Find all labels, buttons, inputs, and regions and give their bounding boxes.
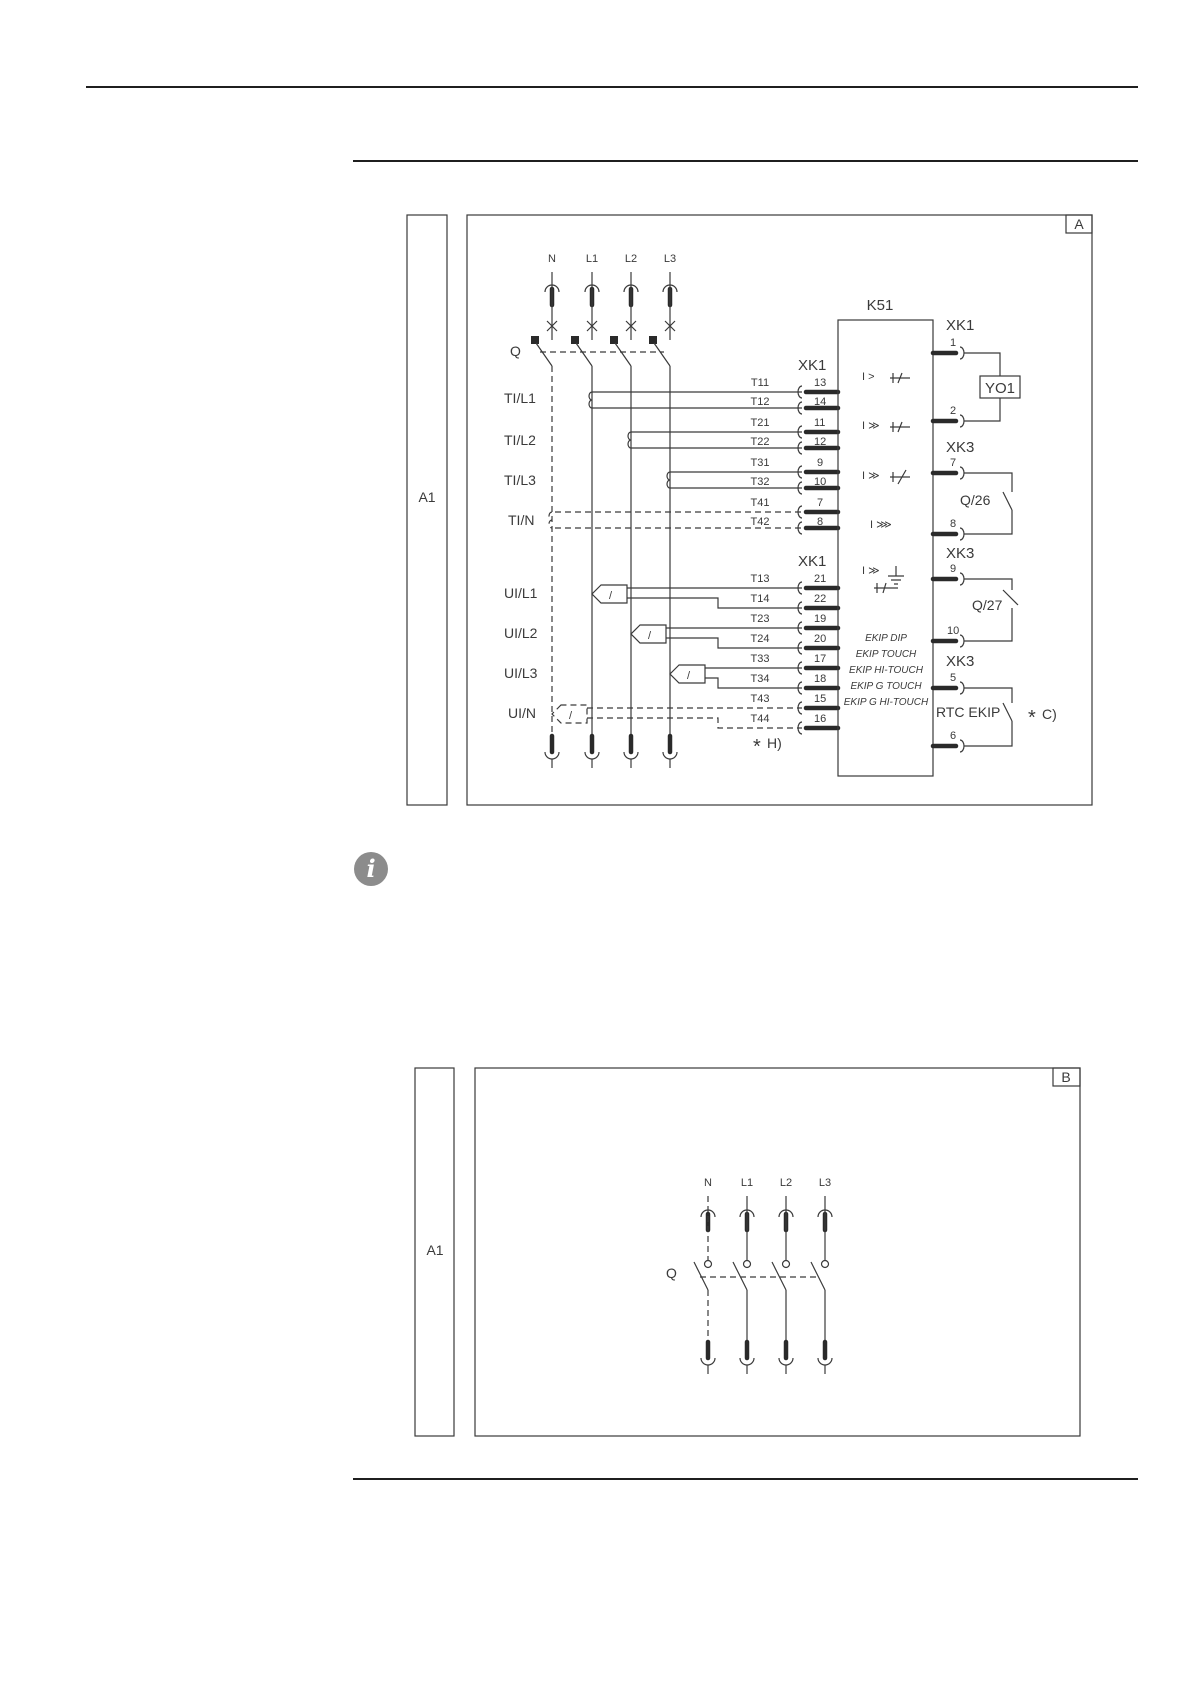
release-variant: EKIP HI-TOUCH [849,665,923,676]
wire-label: T41 [750,497,770,509]
pin-number: 11 [814,417,826,429]
xk1-label-right: XK1 [946,317,975,334]
ti-label: TI/L1 [504,390,536,406]
wire-label: T14 [750,593,770,605]
phase-bottom-terminals-b [701,1342,832,1374]
wire-label: T12 [750,396,770,408]
tag-b: B [1061,1069,1071,1085]
side-label-b: A1 [426,1242,444,1258]
info-icon: i [354,852,388,886]
ui-label: UI/N [508,705,536,721]
coil-label: YO1 [984,380,1016,397]
pin-number: 8 [817,516,824,528]
svg-text:/: / [569,710,573,722]
pin-number: 8 [950,518,957,530]
pin-number: 22 [814,593,827,605]
pin-number: 18 [814,673,827,685]
ui-label: UI/L1 [504,585,538,601]
note-asterisk: * [1028,707,1036,729]
note-asterisk: * [753,736,761,758]
pin-number: 6 [950,730,957,742]
wire-label: T24 [750,633,770,645]
wire-label: T21 [750,417,770,429]
wire-label: T32 [750,476,770,488]
wire-label: T22 [750,436,770,448]
phase-label: L2 [624,253,638,265]
svg-text:/: / [609,590,613,602]
release-variant: EKIP G HI-TOUCH [843,697,929,708]
breaker-contacts-b [694,1261,829,1353]
contact-label: Q/27 [972,597,1003,613]
pin-number: 7 [817,497,824,509]
breaker-label-a: Q [510,343,521,359]
wire-label: T23 [750,613,770,625]
wire-label: T42 [750,516,770,528]
phase-label: L1 [740,1177,754,1189]
pin-number: 12 [814,436,827,448]
ti-label: TI/L3 [504,472,536,488]
wire-label: T31 [750,457,770,469]
phase-label: L1 [585,253,599,265]
xk3-label: XK3 [946,439,975,456]
ui-label: UI/L3 [504,665,538,681]
release-variant: EKIP G TOUCH [850,681,922,692]
release-variant: EKIP TOUCH [855,649,917,660]
pin-number: 5 [950,672,957,684]
pin-number: 20 [814,633,827,645]
release-variant: EKIP DIP [865,633,907,644]
wire-label: T33 [750,653,770,665]
svg-text:I ≫: I ≫ [862,470,880,482]
pin-number: 9 [950,563,957,575]
phase-label: L3 [818,1177,832,1189]
svg-text:I ⋙: I ⋙ [870,519,892,531]
phase-label: N [704,1177,712,1189]
svg-text:/: / [648,630,652,642]
unit-label: K51 [866,297,894,314]
wire-label: T11 [750,377,770,389]
pin-number: 10 [947,625,960,637]
pin-number: 17 [814,653,827,665]
wire-label: T44 [750,713,770,725]
main-frame-b [475,1068,1080,1436]
pin-number: 21 [814,573,827,585]
pin-number: 7 [950,457,957,469]
side-label-a: A1 [418,489,436,505]
pin-number: 10 [814,476,827,488]
phase-label: L2 [779,1177,793,1189]
xk3-label: XK3 [946,653,975,670]
xk1-label-ti: XK1 [798,357,827,374]
phase-label: L3 [663,253,677,265]
note-h: H) [767,735,782,751]
pin-number: 14 [814,396,827,408]
pin-number: 16 [814,713,827,725]
wire-label: T34 [750,673,770,685]
svg-text:I ≫: I ≫ [862,565,880,577]
rtc-label: RTC EKIP [936,704,1001,720]
pin-number: 2 [950,405,957,417]
wire-label: T13 [750,573,770,585]
svg-text:I ≫: I ≫ [862,420,880,432]
ti-label: TI/L2 [504,432,536,448]
breaker-label-b: Q [666,1265,677,1281]
svg-text:I >: I > [862,371,875,383]
phase-top-terminals-b [701,1196,832,1260]
ui-label: UI/L2 [504,625,538,641]
pin-number: 9 [817,457,824,469]
pin-number: 1 [950,337,957,349]
wire-label: T43 [750,693,770,705]
pin-number: 15 [814,693,827,705]
pin-number: 19 [814,613,827,625]
svg-text:/: / [687,670,691,682]
tag-a: A [1074,216,1084,232]
pin-number: 13 [814,377,827,389]
phase-label: N [548,253,556,265]
ti-label: TI/N [508,512,535,528]
contact-label: Q/26 [960,492,991,508]
note-c: C) [1042,706,1057,722]
xk3-label: XK3 [946,545,975,562]
xk1-label-ui: XK1 [798,553,827,570]
